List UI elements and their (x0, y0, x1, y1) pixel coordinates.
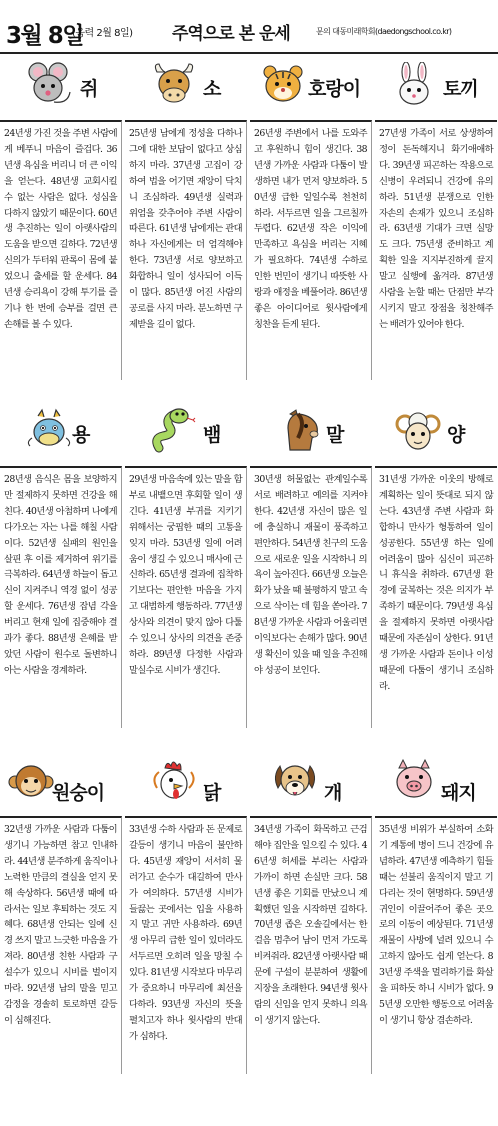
ox-icon (149, 62, 199, 108)
fortune-text-rat: 24년생 가진 것을 주변 사람에게 베푸니 마음이 즐겁다. 36년생 욕심을 버리니 더 큰 이익을 얻는다. 48년생 교회시킬 수 없는 사람은 없다. 성심을 다하지 않았기 때문이다. 60년생 추진하는 일이 아랫사람의 도움을 받으면 길하다. 72년생 신의가 두터워 판록이 몸에 붙었으니 출세를 할 운세다. 84년생 승리욕이 강해 투기를 즐기나 한 번에 승부를 걸면 큰 손해를 볼 수 있다. (4, 128, 117, 330)
page-title: 주역으로 본 운세 (172, 24, 290, 44)
fortune-text-rabbit: 27년생 가족이 서로 상생하여 정이 돈독해지니 화기애애하다. 39년생 피곤하는 작용으로 신병이 우려되니 건강에 유의하라. 51년생 분쟁으로 인한 자손의 손재가 있으니 조심하라. 63년생 기대가 크면 실망도 크다. 75년생 준비하고 계획한 일을 지지부진하게 끌지 말고 실행에 옮겨라. 87년생 사람을 논할 때는 단점만 부각시키지 말고 장점을 칭찬해주는 배려가 있어야 한다. (379, 128, 493, 330)
page-header (0, 0, 498, 62)
animal-name-pig: 돼지 (441, 782, 476, 804)
fortune-box (125, 120, 247, 380)
fortune-text-rooster: 33년생 수하 사람과 돈 문제로 갈등이 생기니 마음이 불안하다. 45년생 재앙이 서서히 물러가고 순수가 대길하여 만사가 여의하다. 57년생 시비가 들끓는 곳에서는 입을 사용하지 말고 귀만 사용하라. 69년생 아무리 급한 일이 있더라도 서두르면 오히려 일을 망칠 수 있다. 81년생 시작보다 마무리가 중요하니 마무리에 최선을 다하라. 93년생 자신의 뜻을 펼치고자 하나 윗사람의 반대가 심하다. (129, 824, 242, 1042)
fortune-text-tiger: 26년생 주변에서 나를 도와주고 후원하니 힘이 생긴다. 38년생 가까운 사람과 다툼이 발생하면 내가 먼저 양보하라. 50년생 급한 일일수록 천천히 하라. 서두르면 일을 그르칠까 두렵다. 62년생 작은 이익에 만족하고 욕심을 버리는 지혜가 필요하다. 74년생 수하로 인한 번민이 생기니 따뜻한 사랑과 애정을 베풀어라. 86년생 좋은 아이디어로 윗사람에게 칭찬을 듣게 된다. (254, 128, 367, 330)
pig-icon (389, 758, 439, 804)
dog-icon (270, 758, 320, 804)
animal-header (250, 404, 372, 462)
fortune-box (250, 120, 372, 380)
animal-name-snake: 뱀 (203, 424, 221, 446)
fortune-text-ox: 25년생 남에게 정성을 다하나 그에 대한 보답이 없다고 상심하지 마라. 37년생 고집이 강하여 법을 어기면 재앙이 닥치니 조심하라. 49년생 실력과 위엄을 갖추어야 주변 사람이 따른다. 61년생 남에게는 관대하나 자신에게는 더 엄격해야 한다. 73년생 서로 양보하고 화합하니 일이 성사되어 이득이 많다. 85년생 어진 사람의 공로를 사지 마라. 분노하면 구제받을 길이 없다. (129, 128, 242, 330)
fortune-box (250, 466, 372, 728)
animal-header (125, 754, 247, 812)
animal-header (375, 404, 497, 462)
animal-header (250, 754, 372, 812)
fortune-box (0, 120, 122, 380)
horse-icon (276, 408, 326, 454)
fortune-text-snake: 29년생 마음속에 있는 말을 함부로 내뱉으면 후회할 일이 생긴다. 41년생 부귀를 지키기 위해서는 궁핍한 때의 고통을 잊지 마라. 53년생 일에 어려움이 생길 수 있으니 매사에 근신하라. 65년생 결과에 집착하기보다는 편안한 마음을 가지고 대범하게 행동하라. 77년생 상사와 의견이 맞지 않아 다툴 수 있으니 상사의 의견을 존중하라. 89년생 다정한 사람과 말실수로 시비가 생긴다. (129, 474, 242, 676)
animal-name-dog: 개 (324, 782, 342, 804)
rat-icon (24, 62, 74, 108)
fortune-box (375, 816, 497, 1074)
animal-header (375, 754, 497, 812)
snake-icon (149, 408, 199, 454)
animal-header (0, 404, 122, 462)
animal-name-sheep: 양 (447, 424, 465, 446)
animal-name-dragon: 용 (72, 424, 90, 446)
animal-name-monkey: 원숭이 (52, 782, 105, 804)
animal-header (125, 404, 247, 462)
tiger-icon (258, 62, 308, 108)
lunar-date: (음력 2월 8일) (72, 28, 133, 39)
animal-header (375, 58, 497, 116)
animal-header (0, 754, 122, 812)
fortune-text-dragon: 28년생 음식은 몸을 보양하지만 절제하지 못하면 건강을 해친다. 40년생 아첨하며 나에게 다가오는 자는 나를 해칠 사람이다. 52년생 실패의 원인을 살핀 후 이를 제거하여 위기를 극복하라. 64년생 하늘이 돕고 신이 지켜주니 역경 없이 성공할 운세다. 76년생 잡념 각을 버리고 현재 일에 집중해야 결과가 좋다. 88년생 은혜를 받았던 사람이 원수로 돌변하니 아는 사람을 경계하라. (4, 474, 117, 676)
monkey-icon (6, 758, 56, 804)
fortune-text-monkey: 32년생 가까운 사람과 다툼이 생기니 가능하면 참고 인내하라. 44년생 분주하게 움직이나 노력한 만큼의 결실을 얻지 못해 속상하다. 56년생 때에 따라서는 일보 후퇴하는 것도 지혜다. 68년생 안되는 일에 신경 쓰지 말고 느긋한 마음을 가져라. 80년생 친한 사람과 구설수가 있으니 시비를 벌이지 마라. 92년생 남의 말을 믿고 감정을 경솔히 토로하면 갈등이 심해진다. (4, 824, 117, 1026)
fortune-box (375, 120, 497, 380)
animal-name-rabbit: 토끼 (443, 78, 478, 100)
fortune-box (250, 816, 372, 1074)
animal-name-horse: 말 (326, 424, 344, 446)
fortune-text-dog: 34년생 가족이 화목하고 근검해야 집안을 일으킬 수 있다. 46년생 허세를 부리는 사람과 가까이 하면 손실만 크다. 58년생 좋은 기회를 만났으니 계획했던 일을 시작하면 길하다. 70년생 좁은 오솔길에서는 한 걸음 멈추어 남이 먼저 가도록 비켜줘라. 82년생 아랫사람 때문에 구설이 분분하여 생활에 지장을 초래한다. 94년생 윗사람의 신임을 얻지 못하니 의욕이 생기지 않는다. (254, 824, 367, 1026)
header-divider (0, 52, 498, 54)
animal-name-rat: 쥐 (80, 78, 98, 100)
animal-name-rooster: 닭 (203, 782, 221, 804)
fortune-box (125, 816, 247, 1074)
fortune-text-sheep: 31년생 가까운 이웃의 방해로 계획하는 일이 뜻대로 되지 않는다. 43년생 주변 사람과 화합하니 만사가 형통하여 일이 성공한다. 55년생 하는 일에 어려움이 많아 심신이 피곤하니 휴식을 취하라. 67년생 환경에 굴복하는 것은 의지가 부족하기 때문이다. 79년생 욕심을 절제하지 못하면 아랫사람 때문에 자존심이 상한다. 91년생 가까운 사람과 돈이나 이성 때문에 다툼이 생기니 조심하라. (379, 474, 493, 692)
fortune-box (375, 466, 497, 728)
dragon-icon (24, 408, 74, 454)
animal-header (125, 58, 247, 116)
fortune-text-horse: 30년생 허물없는 관계일수록 서로 배려하고 예의를 지켜야 한다. 42년생 자신이 많은 일에 충실하니 재물이 풍족하고 편안하다. 54년생 친구의 도움으로 새로운 일을 시작하니 의욕이 높아진다. 66년생 오늘은 화가 났을 때 불평하지 말고 속으로 삭이는 데 힘을 쏟아라. 78년생 가까운 사람과 어울리면 이익보다는 손해가 많다. 90년생 확신이 있을 때 일을 추진해야 성공이 보인다. (254, 474, 367, 676)
rabbit-icon (389, 62, 439, 108)
date-heading: 3월 8일 (6, 23, 83, 49)
source-credit: 문의 대동미래학회(daedongschool.co.kr) (316, 27, 452, 36)
fortune-box (125, 466, 247, 728)
fortune-box (0, 466, 122, 728)
fortune-box (0, 816, 122, 1074)
fortune-text-pig: 35년생 비위가 부실하여 소화기 계통에 병이 드니 건강에 유념하라. 47년생 예측하기 힘들 때는 섣불리 움직이지 말고 기다리는 것이 현명하다. 59년생 귀인이 이끌어주어 좋은 곳으로의 이동이 예상된다. 71년생 재물이 사방에 널려 있으니 수고하지 않아도 쉽게 얻는다. 83년생 주색을 멀리하기를 화살을 피하듯 하니 시비가 없다. 95년생 오만한 행동으로 어려움이 생기니 항상 겸손하라. (379, 824, 493, 1026)
rooster-icon (149, 758, 199, 804)
animal-name-ox: 소 (203, 78, 221, 100)
animal-name-tiger: 호랑이 (308, 78, 361, 100)
animal-header (250, 58, 372, 116)
animal-header (0, 58, 122, 116)
sheep-icon (393, 408, 443, 454)
